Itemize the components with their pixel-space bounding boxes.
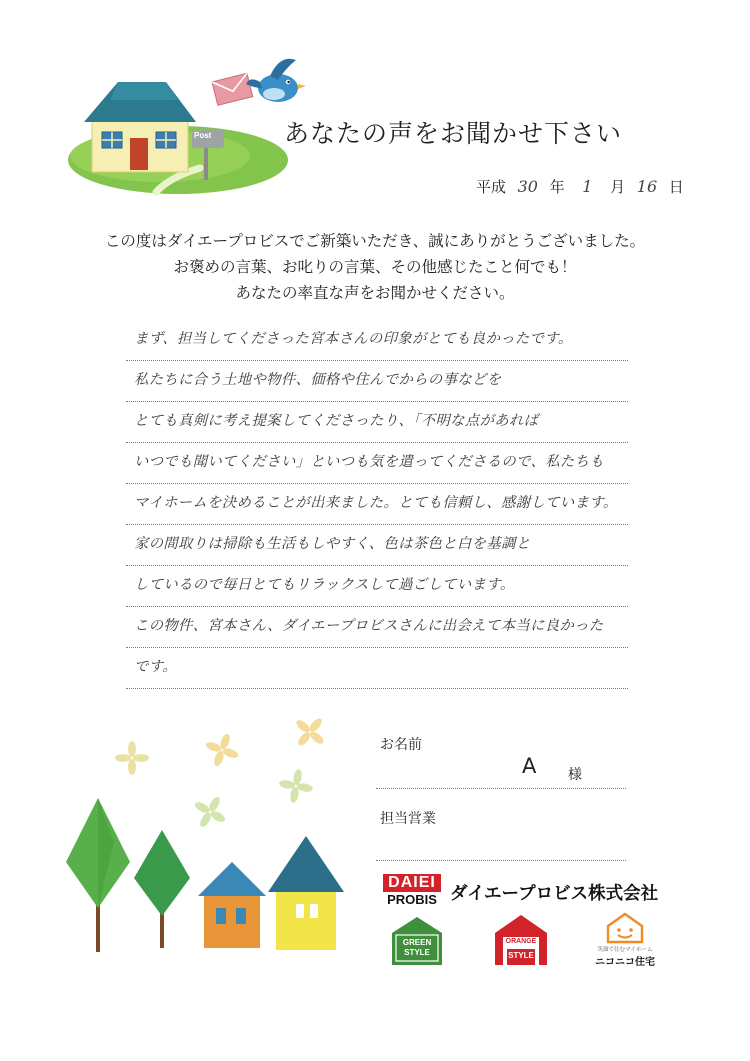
date-year: 30 [517,177,538,196]
intro-line: お褒めの言葉、お叱りの言葉、その他感じたこと何でも！ [173,258,577,276]
tree-icon [134,830,190,948]
nikoniko-name: ニコニコ住宅 [595,957,655,968]
house-icon [198,862,266,948]
honorific: 様 [568,767,582,783]
flower-icon [286,712,334,756]
logo-text-top: DAIEI [383,874,441,892]
sales-label: 担当営業 [380,811,436,827]
comment-line: とても真剣に考え提案してくださったり、「不明な点があれば [126,402,628,443]
date-month-unit: 月 [610,178,626,196]
green-style-line2: STYLE [404,948,430,957]
sales-field [376,836,626,861]
date-day: 16 [636,177,658,196]
name-label: お名前 [380,737,422,753]
orange-style-line1: ORANGE [505,938,537,945]
date-row [476,176,684,197]
name-value: A [522,754,537,778]
comment-line: です。 [126,648,628,689]
bird-icon [246,59,306,102]
comment-line: いつでも聞いてください」といつも気を遣ってくださるので、私たちも [126,443,628,484]
comment-line: 家の間取りは掃除も生活もしやすく、色は茶色と白を基調と [126,525,628,566]
nikoniko-logo [590,912,660,972]
post-sign-label: Post [194,131,212,140]
smiley-house-icon [606,912,644,944]
flower-icon [276,766,315,805]
company-name: ダイエープロビス株式会社 [450,884,659,904]
intro-text [0,228,750,306]
comment-line: マイホームを決めることが出来ました。とても信頼し、感謝しています。 [126,484,628,525]
date-month: 1 [582,177,593,196]
orange-style-logo [493,913,549,967]
envelope-icon [212,73,253,105]
comment-line: しているので毎日とてもリラックスして過ごしています。 [126,566,628,607]
comment-line: まず、担当してくださった宮本さんの印象がとても良かったです。 [126,320,628,361]
green-style-logo [390,915,444,967]
company-logo [383,874,441,908]
intro-line: あなたの率直な声をお聞かせください。 [235,284,515,302]
date-year-unit: 年 [549,178,565,196]
mailbox-post [204,144,208,180]
green-style-line1: GREEN [402,938,432,947]
nikoniko-tagline: 笑顔で住むマイホーム [597,947,653,953]
date-day-unit: 日 [668,178,684,196]
comment-line: 私たちに合う土地や物件、価格や住んでからの事などを [126,361,628,402]
comment-line: この物件、宮本さん、ダイエープロビスさんに出会えて本当に良かった [126,607,628,648]
logo-text-bottom: PROBIS [387,892,437,907]
tree-icon [66,798,130,952]
flower-icon [187,789,233,835]
flower-icon [200,728,244,772]
house-icon [268,836,344,950]
intro-line: この度はダイエープロビスでご新築いただき、誠にありがとうございました。 [104,232,646,250]
orange-style-line2: STYLE [508,951,534,960]
flower-icon [115,741,149,775]
name-field [376,754,626,789]
house-door [130,138,148,170]
page-title: あなたの声をお聞かせ下さい [284,119,623,148]
comment-area [126,320,628,689]
trees-houses-illustration [60,712,360,962]
date-era: 平成 [476,178,507,196]
